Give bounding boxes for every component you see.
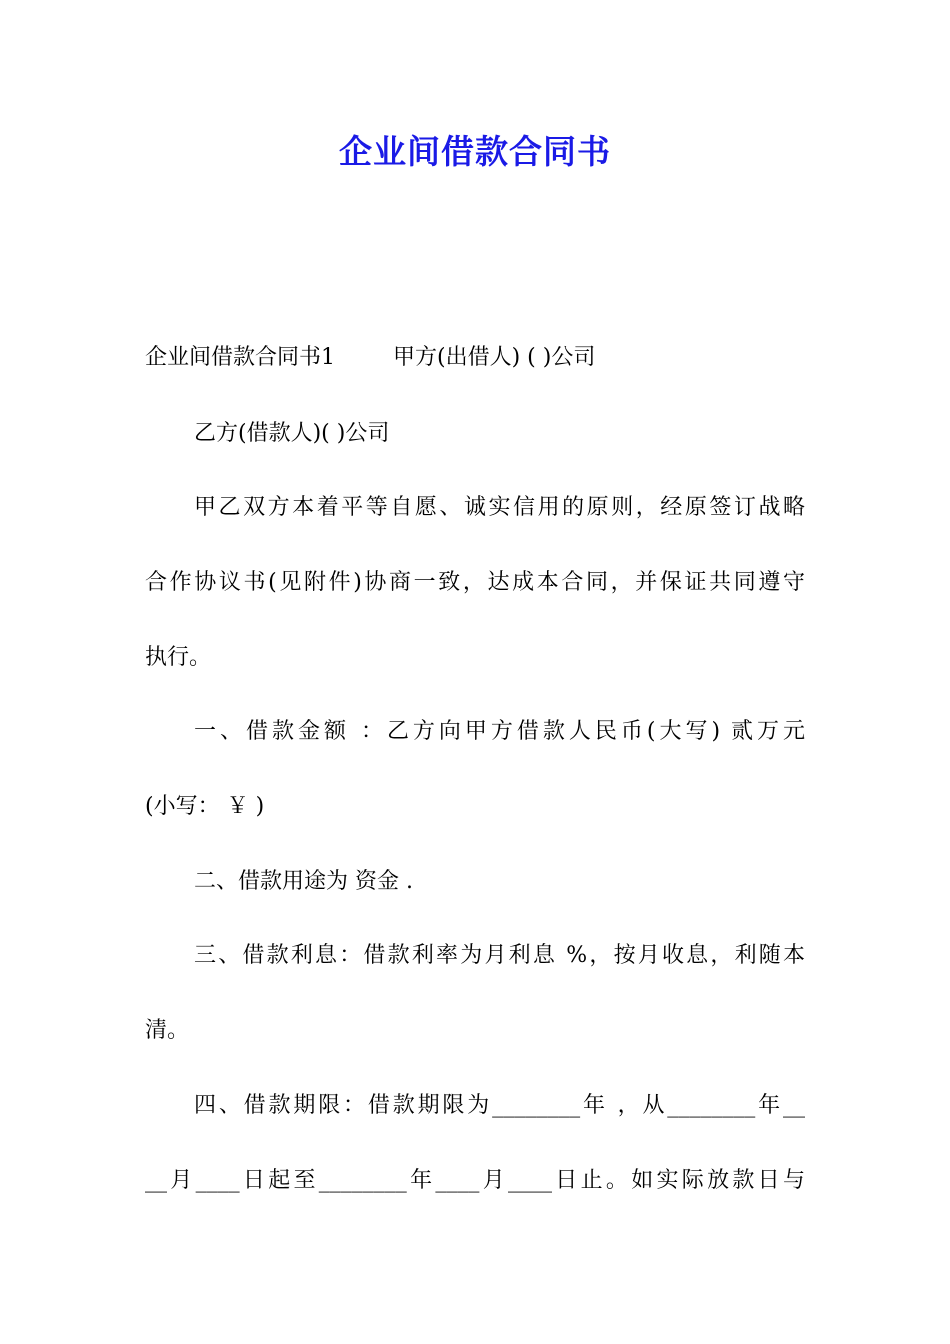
paragraph-line: 合作协议书(见附件)协商一致，达成本合同，并保证共同遵守 [145,570,805,595]
clause-purpose-line: 二、借款用途为 资金 . [194,869,413,894]
party-a-line: 甲方(出借人) ( )公司 [393,345,596,370]
contract-number-label: 企业间借款合同书1 [145,345,335,370]
party-b-line: 乙方(借款人)( )公司 [194,421,390,446]
paragraph-line: 执行。 [145,645,212,670]
document-title: 企业间借款合同书 [339,132,611,171]
clause-term-line: __月____日起至________年____月____日止。如实际放款日与 [145,1168,805,1193]
clause-term-line: 四、借款期限：借款期限为________年 ，从________年__ [194,1093,805,1118]
clause-amount-line: (小写： ￥ ) [145,794,265,819]
heading-line [145,342,595,374]
clause-amount-line: 一、借款金额 ：乙方向甲方借款人民币(大写) 贰万元 [194,719,805,744]
paragraph-line: 甲乙双方本着平等自愿、诚实信用的原则，经原签订战略 [194,495,805,520]
clause-interest-line: 三、借款利息：借款利率为月利息 %，按月收息，利随本 [194,943,805,968]
clause-interest-line: 清。 [145,1018,190,1043]
